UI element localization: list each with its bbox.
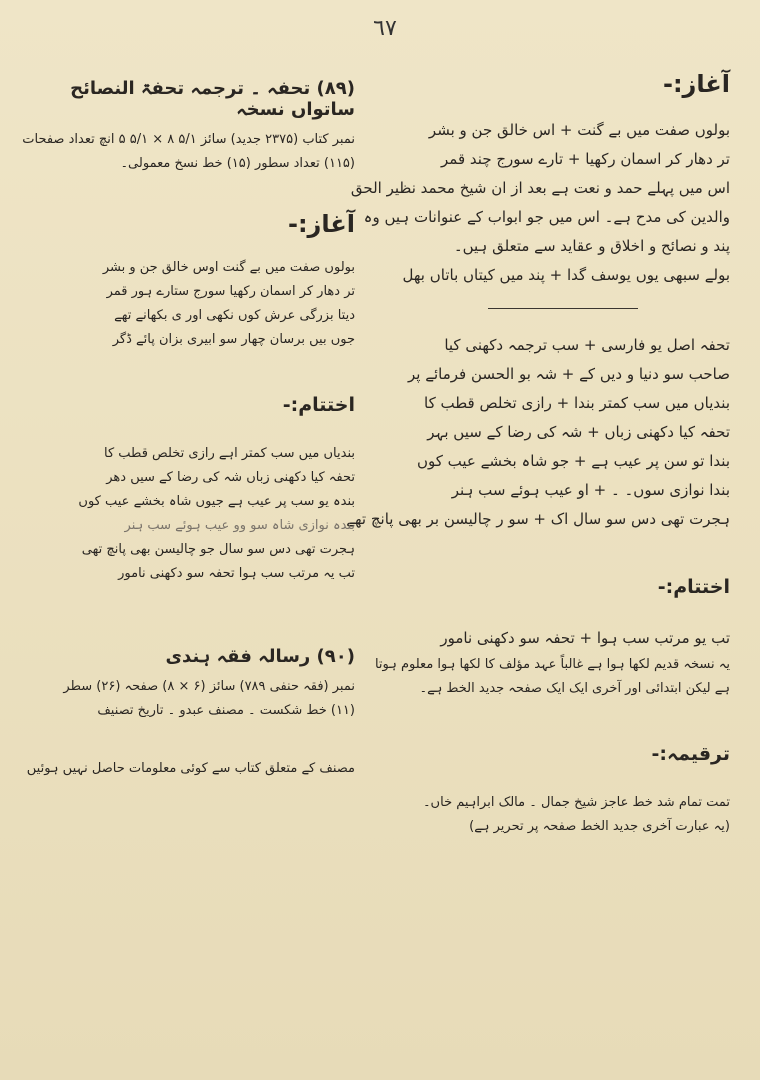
right-aghaz-line: تر دھار کر اسمان رکھیا + تارے سورج چند قمر xyxy=(441,150,730,168)
right-column xyxy=(346,70,730,839)
right-ikhtitam-heading: اختتام:- xyxy=(657,576,730,598)
entry-89-meta: نمبر کتاب (۲۳۷۵ جدید) سائز ۵/۱ ۸ × ۵/۱ ۵ انچ تعداد صفحات xyxy=(22,132,355,147)
left-aghaz-line: دیتا بزرگی عرش کوں نکھی اور ی بکھانے تھے xyxy=(114,308,355,323)
entry-89-title: (۸۹) تحفہ ۔ ترجمہ تحفۃ النصائح ساتواں نسخہ xyxy=(70,78,355,120)
right-aghaz-line: والدین کی مدح ہے۔ اس میں جو ابواب کے عنوانات ہیں وہ xyxy=(363,208,730,226)
left-ikhtitam-line: بندہ نوازی شاہ سو وو عیب ہوئے سب ہنر xyxy=(124,518,355,533)
right-body-line: بندیاں میں سب کمتر بندا + رازی تخلص قطب کا xyxy=(424,394,730,412)
section-divider xyxy=(488,308,638,309)
right-body-line: تحفہ کیا دکھنی زباں + شہ کی رضا کے سیں بہر xyxy=(427,423,730,441)
right-aghaz-line: بولوں صفت میں بے گنت + اس خالق جن و بشر xyxy=(428,121,730,139)
left-aghaz-heading: آغاز:- xyxy=(287,210,355,238)
left-column xyxy=(22,78,355,781)
entry-90-meta: نمبر (فقہ حنفی ۷۸۹) سائز (۶ × ۸) صفحہ (۲۶) سطر xyxy=(63,679,355,694)
left-ikhtitam-line: تحفہ کیا دکھنی زباں شہ کی رضا کے سیں دھر xyxy=(106,470,355,485)
entry-90-meta: (۱۱) خط شکست ۔ مصنف عبدو ۔ تاریخ تصنیف xyxy=(97,703,355,718)
left-ikhtitam-line: بندیاں میں سب کمتر اہے رازی تخلص قطب کا xyxy=(103,446,355,461)
right-body-line: ہجرت تھی دس سو سال اک + سو ر چالیسن بر بھی پانچ تھے xyxy=(346,510,730,528)
left-ikhtitam-heading: اختتام:- xyxy=(282,394,355,416)
left-ikhtitam-line: بندہ یو سب پر عیب ہے جیوں شاہ بخشے عیب کوں xyxy=(78,494,355,509)
right-aghaz-line: بولے سبھی یوں یوسف گدا + پند میں کیتاں باتاں بھل xyxy=(402,266,730,284)
left-ikhtitam-line: ہجرت تھی دس سو سال جو چالیسن بھی پانچ تھی xyxy=(81,542,355,557)
right-ikhtitam-line: تب یو مرتب سب ہوا + تحفہ سو دکھنی نامور xyxy=(440,629,730,647)
right-ikhtitam-line: یہ نسخہ قدیم لکھا ہوا ہے غالباً عہد مؤلف کا لکھا ہوا معلوم ہوتا xyxy=(374,657,730,672)
left-aghaz-line: بولوں صفت میں بے گنت اوس خالق جن و بشر xyxy=(102,260,355,275)
right-body-line: صاحب سو دنیا و دیں کے + شہ بو الحسن فرمائے پر xyxy=(407,365,730,383)
entry-90-note: مصنف کے متعلق کتاب سے کوئی معلومات حاصل نہیں ہوئیں xyxy=(26,761,355,776)
entry-89-meta: (۱۱۵) تعداد سطور (۱۵) خط نسخ معمولی۔ xyxy=(120,156,355,171)
right-body-line: تحفہ اصل یو فارسی + سب ترجمہ دکھنی کیا xyxy=(444,336,730,354)
right-body-line: بندا تو سن پر عیب ہے + جو شاہ بخشے عیب کوں xyxy=(417,452,730,470)
right-ikhtitam-line: ہے لیکن ابتدائی اور آخری ایک ایک صفحہ جدید الخط ہے۔ xyxy=(419,681,730,696)
right-tarqima-heading: ترقیمہ:- xyxy=(651,743,730,765)
left-aghaz-line: تر دھار کر اسمان رکھیا سورج ستارے ہور قمر xyxy=(106,284,355,299)
right-tarqima-line: (یہ عبارت آخری جدید الخط صفحہ پر تحریر ہے) xyxy=(469,819,730,834)
left-ikhtitam-line: تب یہ مرتب سب ہوا تحفہ سو دکھنی نامور xyxy=(118,566,355,581)
page-number: ٦٧ xyxy=(373,16,397,41)
left-aghaz-line: جوں بیں برسان چھار سو ابیری بزان پائے ڈگر xyxy=(112,332,355,347)
right-aghaz-heading: آغاز:- xyxy=(662,70,730,98)
right-tarqima-line: تمت تمام شد خط عاجز شیخ جمال ۔ مالک ابراہیم خاں۔ xyxy=(422,795,730,810)
right-body-line: بندا نوازی سوں۔ ۔ + او عیب ہوئے سب ہنر xyxy=(451,481,730,499)
entry-90-title: (۹۰) رسالہ فقہ ہندی xyxy=(165,646,355,667)
right-aghaz-line: اس میں پہلے حمد و نعت ہے بعد از ان شیخ محمد نظیر الحق xyxy=(350,179,730,197)
right-aghaz-line: پند و نصائح و اخلاق و عقاید سے متعلق ہیں۔ xyxy=(453,237,730,255)
